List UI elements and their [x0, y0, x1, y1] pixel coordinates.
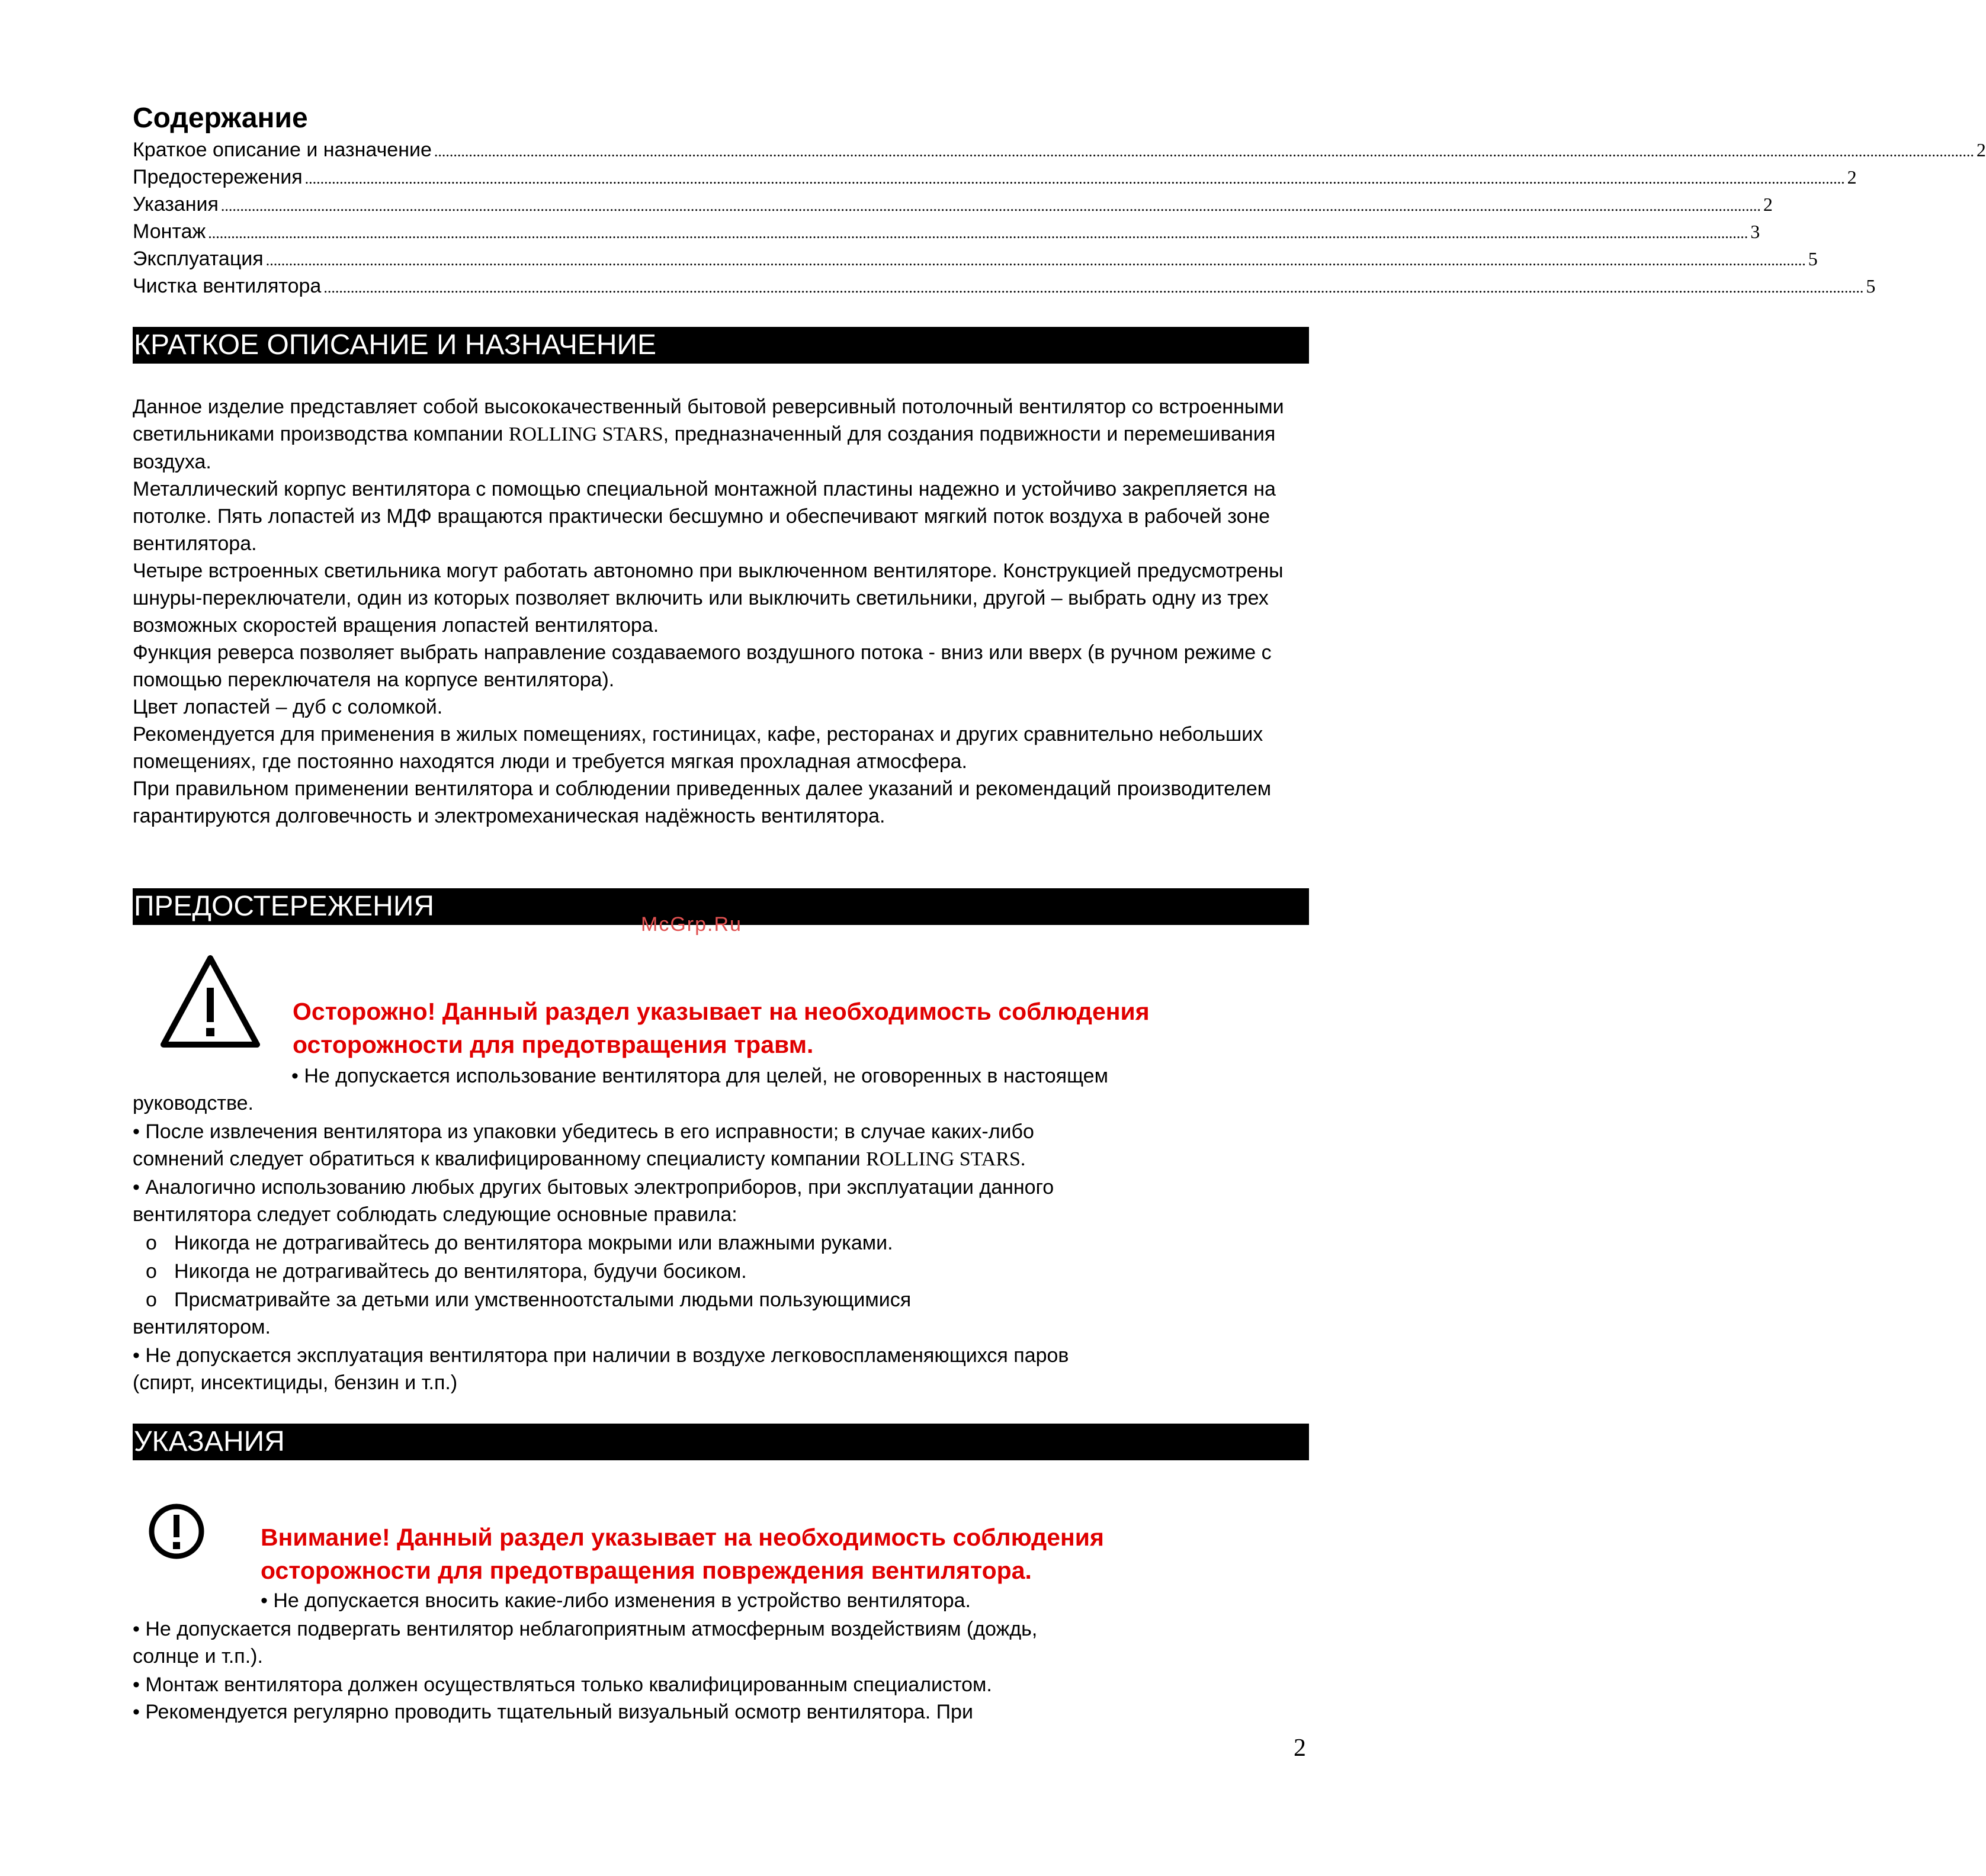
text: Не допускается эксплуатация вентилятора при наличии в воздухе легковоспламеняющихся паров — [145, 1344, 1069, 1367]
section-heading-instructions: УКАЗАНИЯ — [133, 1424, 1309, 1460]
paragraph: Цвет лопастей – дуб с соломкой. — [133, 696, 443, 718]
text: Не допускается подвергать вентилятор неблагоприятным атмосферным воздействиям (дождь, — [145, 1618, 1038, 1640]
toc-entry-label: Монтаж — [133, 220, 206, 243]
paragraph: Металлический корпус вентилятора с помощью специальной монтажной пластины надежно и устойчиво закрепляется на потолке. Пять лопастей из МДФ вращаются практически бесшумно и обеспечивают мягкий поток воздуха в рабочей зоне вентилятора. — [133, 478, 1276, 555]
attention-notice — [261, 1521, 1104, 1587]
list-item: • Не допускается вносить какие-либо изменения в устройство вентилятора. — [261, 1589, 971, 1612]
section-heading-description: КРАТКОЕ ОПИСАНИЕ И НАЗНАЧЕНИЕ — [133, 327, 1309, 364]
toc-entry-label: Краткое описание и назначение — [133, 139, 432, 161]
toc-entry-page: 5 — [1866, 275, 1876, 297]
list-item-cont: (спирт, инсектициды, бензин и т.п.) — [133, 1371, 458, 1394]
toc-entry-page: 3 — [1750, 221, 1760, 242]
text: Данное изделие представляет собой высококачественный бытовой реверсивный потолочный вентилятор со встроенными светильниками производства компании — [133, 396, 1284, 445]
text: Не допускается использование вентилятора для целей, не оговоренных в настоящем — [304, 1065, 1108, 1087]
sub-list-item: o Никогда не дотрагивайтесь до вентилятора мокрыми или влажными руками. — [146, 1232, 893, 1254]
toc-leader: ................................................................................................................................................................................................................................................................................................................................................................................................................ — [304, 170, 1845, 187]
list-item: • Не допускается использование вентилятора для целей, не оговоренных в настоящем — [291, 1065, 1108, 1087]
toc-leader: ................................................................................................................................................................................................................................................................................................................................................................................................................ — [220, 197, 1761, 214]
list-item: • Монтаж вентилятора должен осуществляться только квалифицированным специалистом. — [133, 1673, 992, 1696]
toc-entry — [133, 272, 1876, 300]
toc-entry-label: Эксплуатация — [133, 248, 264, 270]
toc-title: Содержание — [133, 102, 308, 134]
paragraph: Функция реверса позволяет выбрать направление создаваемого воздушного потока - вниз или вверх (в ручном режиме с помощью переключателя на корпусе вентилятора). — [133, 641, 1272, 691]
caution-line: Осторожно! Данный раздел указывает на необходимость соблюдения — [293, 998, 1150, 1025]
text: Аналогично использованию любых других бытовых электроприборов, при эксплуатации данного — [145, 1176, 1054, 1199]
text: Никогда не дотрагивайтесь до вентилятора мокрыми или влажными руками. — [174, 1232, 893, 1254]
exclamation-circle-icon — [147, 1502, 206, 1561]
list-item-cont: руководстве. — [133, 1092, 254, 1114]
toc-entry — [133, 245, 1818, 272]
list-item-cont: солнце и т.п.). — [133, 1645, 263, 1668]
attention-line: Внимание! Данный раздел указывает на необходимость соблюдения — [261, 1524, 1104, 1551]
list-item: • Не допускается эксплуатация вентилятора при наличии в воздухе легковоспламеняющихся паров — [133, 1344, 1069, 1367]
text: Не допускается вносить какие-либо изменения в устройство вентилятора. — [273, 1589, 971, 1612]
text: Монтаж вентилятора должен осуществляться только квалифицированным специалистом. — [145, 1673, 992, 1696]
sub-list-item: o Никогда не дотрагивайтесь до вентилятора, будучи босиком. — [146, 1260, 747, 1283]
toc-entry — [133, 191, 1773, 218]
toc-entry — [133, 136, 1986, 163]
toc-entry-page: 2 — [1763, 194, 1773, 215]
toc-leader: ................................................................................................................................................................................................................................................................................................................................................................................................................ — [208, 224, 1748, 242]
paragraph: Рекомендуется для применения в жилых помещениях, гостиницах, кафе, ресторанах и других сравнительно небольших помещениях, где постоянно находятся люди и требуется мягкая прохладная атмосфера. — [133, 723, 1263, 773]
description-text — [133, 393, 1311, 830]
paragraph: При правильном применении вентилятора и соблюдении приведенных далее указаний и рекомендаций производителем гарантируются долговечность и электромеханическая надёжность вентилятора. — [133, 778, 1272, 827]
warning-triangle-icon — [159, 953, 262, 1049]
toc-entry — [133, 163, 1857, 191]
text: , предназначенный для создания подвижности и перемешивания воздуха. — [133, 423, 1276, 473]
brand-name: ROLLING STARS. — [866, 1148, 1026, 1170]
toc-entry-label: Указания — [133, 193, 219, 216]
attention-line: осторожности для предотвращения повреждения вентилятора. — [261, 1557, 1032, 1584]
caution-notice — [293, 995, 1150, 1061]
toc-leader: ................................................................................................................................................................................................................................................................................................................................................................................................................ — [323, 279, 1864, 296]
list-item-cont: вентилятора следует соблюдать следующие основные правила: — [133, 1203, 737, 1226]
section-heading-warnings: ПРЕДОСТЕРЕЖЕНИЯ — [133, 888, 1309, 925]
brand-name: ROLLING STARS — [508, 423, 663, 445]
paragraph: Четыре встроенных светильника могут работать автономно при выключенном вентиляторе. Конструкцией предусмотрены шнуры-переключатели, один из которых позволяет включить или выключить светильники, другой – выбрать одну из трех возможных скоростей вращения лопастей вентилятора. — [133, 560, 1284, 637]
toc-entry-label: Чистка вентилятора — [133, 275, 322, 297]
toc-entry-page: 5 — [1808, 248, 1818, 269]
text: Рекомендуется регулярно проводить тщательный визуальный осмотр вентилятора. При — [145, 1701, 973, 1723]
toc-leader: ................................................................................................................................................................................................................................................................................................................................................................................................................ — [434, 143, 1974, 160]
list-item: • Аналогично использованию любых других бытовых электроприборов, при эксплуатации данного — [133, 1176, 1054, 1199]
caution-line: осторожности для предотвращения травм. — [293, 1031, 814, 1058]
text: Присматривайте за детьми или умственноотсталыми людьми пользующимися — [174, 1289, 912, 1311]
toc-entry-label: Предостережения — [133, 166, 303, 188]
sub-list-item-cont: вентилятором. — [133, 1316, 271, 1338]
page-number: 2 — [1294, 1734, 1306, 1762]
list-item-cont — [133, 1145, 1025, 1173]
list-item: • Не допускается подвергать вентилятор неблагоприятным атмосферным воздействиям (дождь, — [133, 1618, 1038, 1640]
toc-entry — [133, 218, 1760, 245]
list-item: • Рекомендуется регулярно проводить тщательный визуальный осмотр вентилятора. При — [133, 1701, 973, 1723]
watermark: McGrp.Ru — [641, 913, 742, 936]
list-item: • После извлечения вентилятора из упаковки убедитесь в его исправности; в случае каких-либо — [133, 1120, 1034, 1143]
paragraph — [133, 393, 1311, 476]
toc-entry-page: 2 — [1976, 139, 1986, 160]
text: сомнений следует обратиться к квалифицированному специалисту компании — [133, 1148, 867, 1170]
text: Никогда не дотрагивайтесь до вентилятора, будучи босиком. — [174, 1260, 747, 1283]
sub-list-item: o Присматривайте за детьми или умственноотсталыми людьми пользующимися — [146, 1289, 912, 1311]
toc-leader: ................................................................................................................................................................................................................................................................................................................................................................................................................ — [265, 252, 1806, 269]
toc-entry-page: 2 — [1847, 166, 1857, 188]
text: После извлечения вентилятора из упаковки убедитесь в его исправности; в случае каких-либо — [145, 1120, 1034, 1143]
